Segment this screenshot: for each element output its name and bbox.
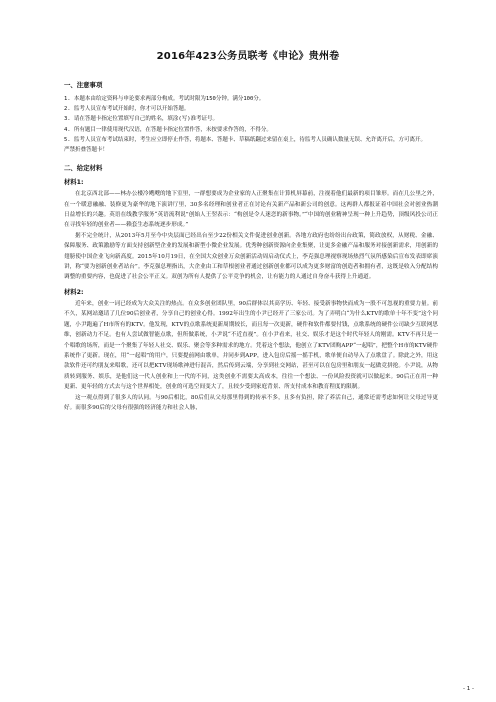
material-label: 材料1: [64, 179, 84, 187]
document-body [64, 72, 438, 413]
material-paragraph: 近年来，创业一词已经成为大众关注的热点。在众多创业团队里，90后群体以其高学历、年轻、接受新事物快而成为一股不可忽视的重要力量。前不久，某网站邀请了几位90后创业者，分享自己的创业心得。1992年出生的小尹已经开了三家公司。为了弄明白“为什么KTV的歌单十年不变”这个问题，小尹跑遍了H市所有的KTV。他发现，KTV的点歌系统更新周期较长，而且每一次更新，硬件和软件都要付钱，点歌系统的硬件公司缺少互联网思维，创新动力不足。也有人尝试做智能点歌，但所做系统，小尹说“不近直视”。在小尹看来，社交、娱乐才是这个时代年轻人的刚需。KTV不再只是一个唱歌的场所，而是一个聚集了年轻人社交、娱乐、聚会等多种需求的地方。凭着这个想法，他创立了KTV团购APP“一起唱”，把整个H市的KTV硬件系统作了更新。现在，用“一起唱”的用户，只要提前网由歌单，并同步到APP，进入包房后摇一摇手机，歌单便自动导入了点歌盘了。除此之外，用这款软件还可约朋友来唱歌，还可以把KTV现场歌神进行混音，然后传到云端，分享到社交网站，甚至可以在包房里和朋友一起做竞拼抢。小尹说，从物质转到服务、娱乐，是他们这一代人创业和上一代的不同，这类创业不需要太高成本，往往一个想法、一份风险投资就可以做起来。90后正在用一种更新、更年轻的方式去与这个世界相处，创业的可选空间变大了，且较少受到家庭背景、所支付成本和教育程度的限制。 [64, 300, 439, 391]
section-heading-notes: 一、注意事项 [64, 81, 103, 89]
material-paragraph: 在北京西北部——林办公楼冷飕飕的地下室里，一群想要成为企业家的人正聚集在计算机屏幕前，注视着他们最新的项目雏形。而在几公里之外，在一个暖意融融、装修更为豪华的地下演讲厅里，30多名经理和创业者正在讨论有关新产品和新公司的创意。这两群人都报证着中国社会对创业热潮日益增长的兴趣。英语在线教学服务“英语流利说”创始人王翌表示：“构创是令人迷恋的新事物。”“中国的创业精神呈现一种上升趋势，顶级风投公司正在寻找年轻的创业者——赖套生态系统逐步形成。” [64, 191, 438, 229]
page-title: 2016年423公务员联考《申论》贵州卷 [156, 51, 340, 62]
note-item: 4. 所有题目一律使用现代汉语，在答题卡指定位置作答，未按要求作答的，不得分。 [64, 126, 272, 133]
note-item: 3. 请在答题卡指定位置填写自己的姓名，填涂(写)准考证号。 [64, 116, 219, 123]
note-item: 1. 本题本由给定资料与申论要求两部分构成。考试时限为150分钟。满分100分。 [64, 96, 265, 102]
note-item: 5. 监考人员宣布考试结束时，考生应立即停止作答，将题本、答题卡、草稿纸翻过来留在桌上，待监考人员确认数量无误、允许离开后，方可离开。 [64, 136, 426, 143]
material-label: 材料2: [64, 288, 84, 296]
note-item: 2. 监考人员宣布考试开始时，你才可以开始答题。 [64, 106, 190, 113]
page-number: - 1 - [463, 686, 474, 692]
material-paragraph: 这一观点得到了很多人的认同。与90后相比，80后们从父母那里得到的传承不多，且多有负担，除了养活自己，通常还需考虑如何让父母过导更好。而很多90后的父母有很强的经济能力和社会人脉， [64, 394, 438, 411]
section-heading-materials: 二、给定材料 [64, 164, 103, 173]
note-warning: 严禁折叠答题卡！ [64, 147, 109, 154]
material-paragraph: 据不完全统计，从2013年5月至今中央层面已经出台至少22份相关文件促进创业创新。各地方政府也纷纷出台政策，简政放权，从财税、金融、保障服务、政策激励等方面支持创新型企业的发展和新型小微企业发展。优秀种创新资源向企业集聚，让更多金融产品和服务对接创新需求，用创新的翅膀使中国企业飞向新高度。2015年10月19日，在全国大众创业万众创新活动周启动仪式上，李克强总理视察现场热烈气氛所感染后宣布发表即席演讲，称“要为创新创业者站台”。李克强总理指出，大企业由工和草根创业者通过创新创业都可以成为更多财富的创造者和拥有者，这既是收入分配结构调整的重要内容，也促进了社会公平正义。双创为所有人提供了公平竞争的机会，让有能力的人通过自身奋斗获得上升通道。 [64, 232, 438, 281]
